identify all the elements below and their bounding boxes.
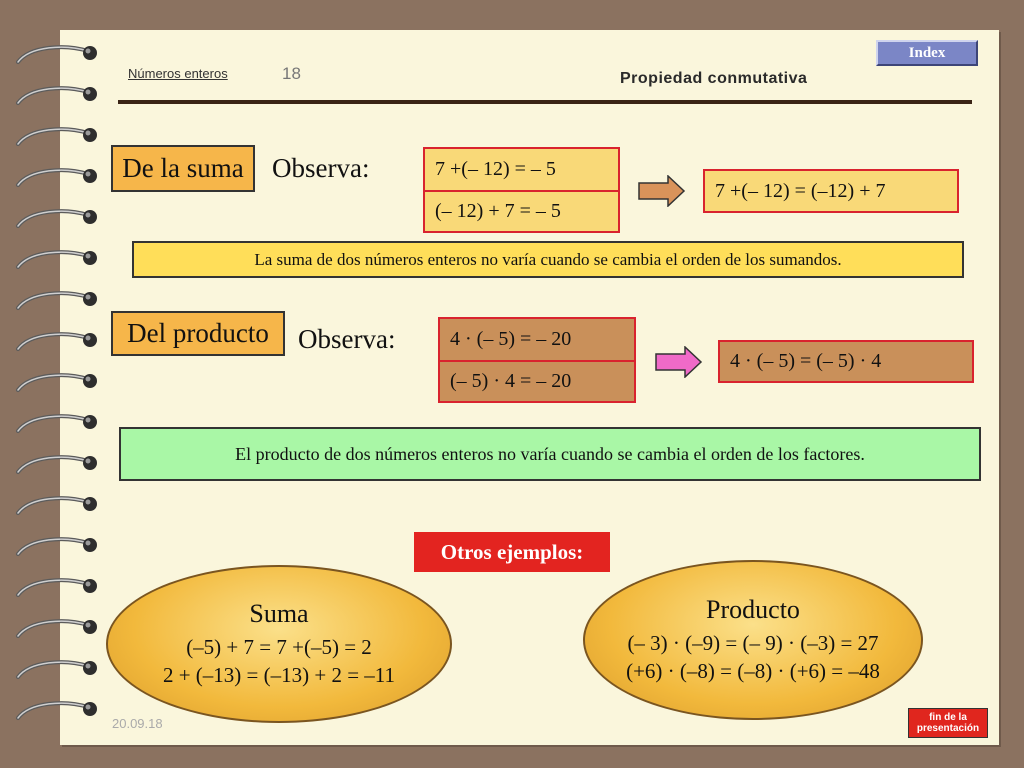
producto-example-ellipse bbox=[583, 560, 923, 720]
suma-observa: Observa: bbox=[272, 153, 370, 183]
producto-label: Del producto bbox=[111, 311, 285, 356]
producto-equations bbox=[438, 317, 636, 403]
end-button-line1: fin de la bbox=[929, 712, 967, 723]
spiral-ring-icon bbox=[10, 329, 100, 355]
suma-example-title: Suma bbox=[249, 599, 309, 628]
spiral-ring-icon bbox=[10, 165, 100, 191]
spiral-ring-icon bbox=[10, 42, 100, 68]
spiral-ring-icon bbox=[10, 206, 100, 232]
end-presentation-button[interactable] bbox=[908, 708, 988, 738]
producto-example-title: Producto bbox=[706, 595, 800, 624]
spiral-ring-icon bbox=[10, 575, 100, 601]
suma-eq1: 7 +(– 12) = – 5 bbox=[435, 158, 556, 180]
arrow-right-icon bbox=[655, 346, 703, 378]
producto-result: 4 · (– 5) = (– 5) · 4 bbox=[718, 340, 974, 383]
spiral-ring-icon bbox=[10, 247, 100, 273]
spiral-ring-icon bbox=[10, 83, 100, 109]
arrow-right-icon bbox=[638, 175, 686, 207]
suma-example-line2: 2 + (–13) = (–13) + 2 = –11 bbox=[162, 663, 396, 687]
suma-example-line1: (–5) + 7 = 7 +(–5) = 2 bbox=[186, 635, 372, 659]
spiral-ring-icon bbox=[10, 288, 100, 314]
producto-example-line1: (– 3) · (–9) = (– 9) · (–3) = 27 bbox=[627, 631, 879, 655]
suma-statement: La suma de dos números enteros no varía cuando se cambia el orden de los sumandos. bbox=[132, 241, 964, 278]
producto-example-line2: (+6) · (–8) = (–8) · (+6) = –48 bbox=[626, 659, 880, 683]
page-title: Propiedad conmutativa bbox=[620, 70, 808, 87]
producto-eq1: 4 · (– 5) = – 20 bbox=[450, 328, 572, 350]
spiral-ring-icon bbox=[10, 124, 100, 150]
spiral-ring-icon bbox=[10, 370, 100, 396]
suma-equations bbox=[423, 147, 620, 233]
header-divider bbox=[118, 100, 972, 104]
producto-observa: Observa: bbox=[298, 324, 396, 354]
spiral-ring-icon bbox=[10, 452, 100, 478]
suma-result: 7 +(– 12) = (–12) + 7 bbox=[703, 169, 959, 213]
spiral-ring-icon bbox=[10, 411, 100, 437]
suma-label: De la suma bbox=[111, 145, 255, 192]
spiral-ring-icon bbox=[10, 698, 100, 724]
producto-eq2: (– 5) · 4 = – 20 bbox=[440, 360, 634, 401]
spiral-ring-icon bbox=[10, 534, 100, 560]
otros-ejemplos-label: Otros ejemplos: bbox=[414, 532, 610, 572]
suma-example-ellipse bbox=[106, 565, 452, 723]
index-button[interactable]: Index bbox=[876, 40, 978, 66]
spiral-ring-icon bbox=[10, 493, 100, 519]
date-label: 20.09.18 bbox=[112, 716, 163, 731]
spiral-ring-icon bbox=[10, 616, 100, 642]
slide-number: 18 bbox=[282, 64, 301, 83]
spiral-ring-icon bbox=[10, 657, 100, 683]
breadcrumb-link[interactable]: Números enteros bbox=[128, 66, 228, 81]
suma-eq2: (– 12) + 7 = – 5 bbox=[425, 190, 618, 231]
producto-statement: El producto de dos números enteros no varía cuando se cambia el orden de los factores. bbox=[119, 427, 981, 481]
end-button-line2: presentación bbox=[916, 723, 980, 734]
